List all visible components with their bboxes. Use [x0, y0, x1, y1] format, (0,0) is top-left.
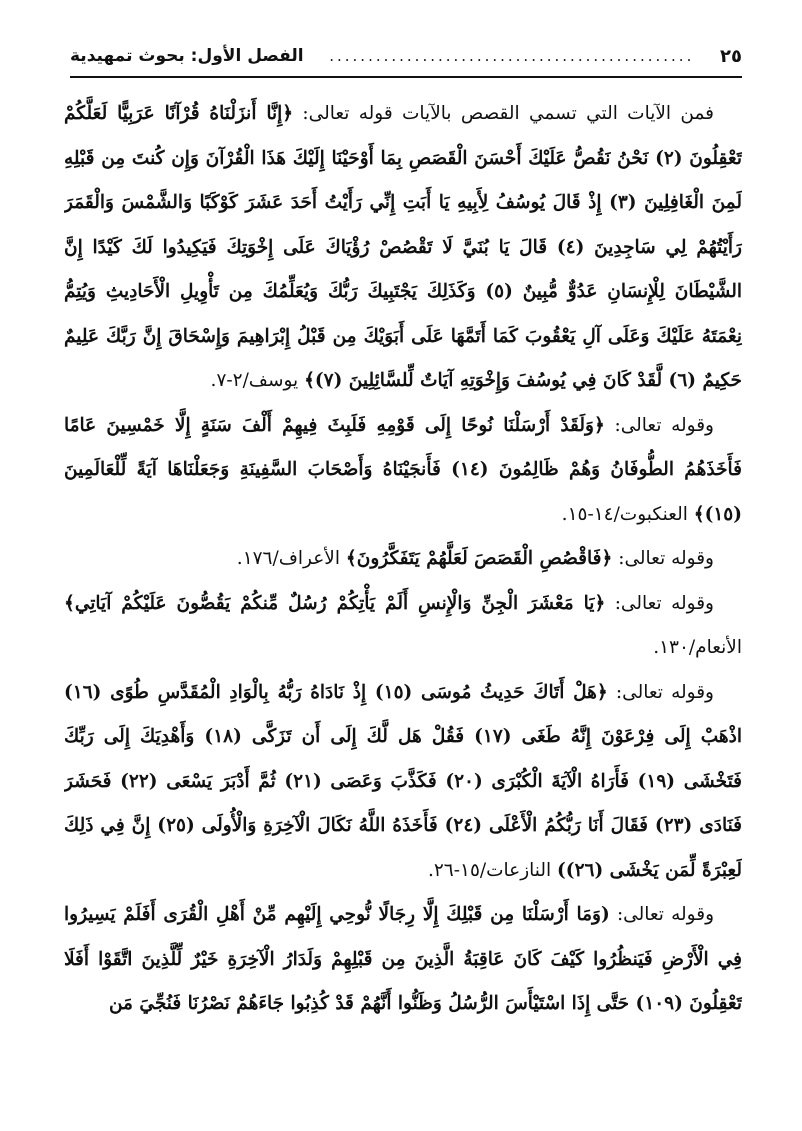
verse-reference: الأنعام/١٣٠.	[653, 637, 742, 658]
quran-verse: ﴿يَا مَعْشَرَ الْجِنِّ وَالْإِنسِ أَلَمْ يَأْتِكُمْ رُسُلٌ مِّنكُمْ يَقُصُّونَ عَلَيْكُمْ آيَاتِي﴾	[64, 592, 606, 614]
page-number: ٢٥	[720, 45, 742, 67]
quran-verse: ﴿إِنَّا أَنزَلْنَاهُ قُرْآنًا عَرَبِيًّا لَعَلَّكُمْ تَعْقِلُونَ (٢) نَحْنُ نَقُصُّ عَلَيْكَ أَحْسَنَ الْقَصَصِ بِمَا أَوْحَيْنَا إِلَيْكَ هَذَا الْقُرْآنَ وَإِن كُنتَ مِن قَبْلِهِ لَمِنَ الْغَافِلِينَ (٣) إِذْ قَالَ يُوسُفُ لِأَبِيهِ يَا أَبَتِ إِنِّي رَأَيْتُ أَحَدَ عَشَرَ كَوْكَبًا وَالشَّمْسَ وَالْقَمَرَ رَأَيْتُهُمْ لِي سَاجِدِينَ (٤) قَالَ يَا بُنَيَّ لَا تَقْصُصْ رُؤْيَاكَ عَلَى إِخْوَتِكَ فَيَكِيدُوا لَكَ كَيْدًا إِنَّ الشَّيْطَانَ لِلْإِنسَانِ عَدُوٌّ مُّبِينٌ (٥) وَكَذَلِكَ يَجْتَبِيكَ رَبُّكَ وَيُعَلِّمُكَ مِن تَأْوِيلِ الْأَحَادِيثِ وَيُتِمُّ نِعْمَتَهُ عَلَيْكَ وَعَلَى آلِ يَعْقُوبَ كَمَا أَتَمَّهَا عَلَى أَبَوَيْكَ مِن قَبْلُ إِبْرَاهِيمَ وَإِسْحَاقَ إِنَّ رَبَّكَ عَلِيمٌ حَكِيمٌ (٦) لَّقَدْ كَانَ فِي يُوسُفَ وَإِخْوَتِهِ آيَاتٌ لِّلسَّائِلِينَ (٧)﴾	[64, 103, 742, 391]
paragraph-yusuf-109	[64, 893, 742, 1027]
quran-verse: ﴿فَاقْصُصِ الْقَصَصَ لَعَلَّهُمْ يَتَفَكَّرُونَ﴾	[345, 548, 613, 569]
page-header	[70, 42, 742, 78]
quran-verse: ﴿هَلْ أَتَاكَ حَدِيثُ مُوسَى (١٥) إِذْ نَادَاهُ رَبُّهُ بِالْوَادِ الْمُقَدَّسِ طُوًى (١٦) اذْهَبْ إِلَى فِرْعَوْنَ إِنَّهُ طَغَى (١٧) فَقُلْ هَل لَّكَ إِلَى أَن تَزَكَّى (١٨) وَأَهْدِيَكَ إِلَى رَبِّكَ فَتَخْشَى (١٩) فَأَرَاهُ الْآيَةَ الْكُبْرَى (٢٠) فَكَذَّبَ وَعَصَى (٢١) ثُمَّ أَدْبَرَ يَسْعَى (٢٢) فَحَشَرَ فَنَادَى (٢٣) فَقَالَ أَنَا رَبُّكُمُ الْأَعْلَى (٢٤) فَأَخَذَهُ اللَّهُ نَكَالَ الْآخِرَةِ وَالْأُولَى (٢٥) إِنَّ فِي ذَلِكَ لَعِبْرَةً لِّمَن يَخْشَى (٢٦))	[64, 681, 742, 881]
paragraph-anam	[64, 582, 742, 671]
paragraph-intro: وقوله تعالى:	[618, 548, 714, 569]
verse-reference: العنكبوت/١٤-١٥.	[561, 503, 688, 525]
paragraph-yusuf	[64, 92, 742, 404]
paragraph-intro: وقوله تعالى:	[614, 414, 714, 436]
chapter-title: الفصل الأول: بحوث تمهيدية	[70, 46, 304, 66]
quran-verse: ﴿وَلَقَدْ أَرْسَلْنَا نُوحًا إِلَى قَوْمِهِ فَلَبِثَ فِيهِمْ أَلْفَ سَنَةٍ إِلَّا خَمْسِينَ عَامًا فَأَخَذَهُمُ الطُّوفَانُ وَهُمْ ظَالِمُونَ (١٤) فَأَنجَيْنَاهُ وَأَصْحَابَ السَّفِينَةِ وَجَعَلْنَاهَا آيَةً لِّلْعَالَمِينَ (١٥)﴾	[64, 414, 742, 525]
paragraph-intro: وقوله تعالى:	[614, 592, 714, 614]
page-body	[64, 92, 742, 1119]
paragraph-ankabut	[64, 404, 742, 538]
paragraph-naziat	[64, 671, 742, 894]
verse-reference: يوسف/٢-٧.	[210, 370, 299, 391]
paragraph-intro: وقوله تعالى:	[615, 681, 714, 703]
paragraph-intro: وقوله تعالى:	[616, 904, 714, 925]
verse-reference: الأعراف/١٧٦.	[236, 548, 340, 569]
header-dot-leader: ...............................................	[329, 47, 695, 65]
verse-reference: النازعات/١٥-٢٦.	[427, 859, 552, 881]
quran-verse: (وَمَا أَرْسَلْنَا مِن قَبْلِكَ إِلَّا رِجَالًا نُّوحِي إِلَيْهِم مِّنْ أَهْلِ الْقُرَى أَفَلَمْ يَسِيرُوا فِي الْأَرْضِ فَيَنظُرُوا كَيْفَ كَانَ عَاقِبَةُ الَّذِينَ مِن قَبْلِهِمْ وَلَدَارُ الْآخِرَةِ خَيْرٌ لِّلَّذِينَ اتَّقَوْا أَفَلَا تَعْقِلُونَ (١٠٩) حَتَّى إِذَا اسْتَيْأَسَ الرُّسُلُ وَظَنُّوا أَنَّهُمْ قَدْ كُذِبُوا جَاءَهُمْ نَصْرُنَا فَنُجِّيَ مَن	[64, 904, 742, 1014]
paragraph-araf	[64, 537, 742, 582]
paragraph-intro: فمن الآيات التي تسمي القصص بالآيات قوله تعالى:	[302, 103, 714, 124]
